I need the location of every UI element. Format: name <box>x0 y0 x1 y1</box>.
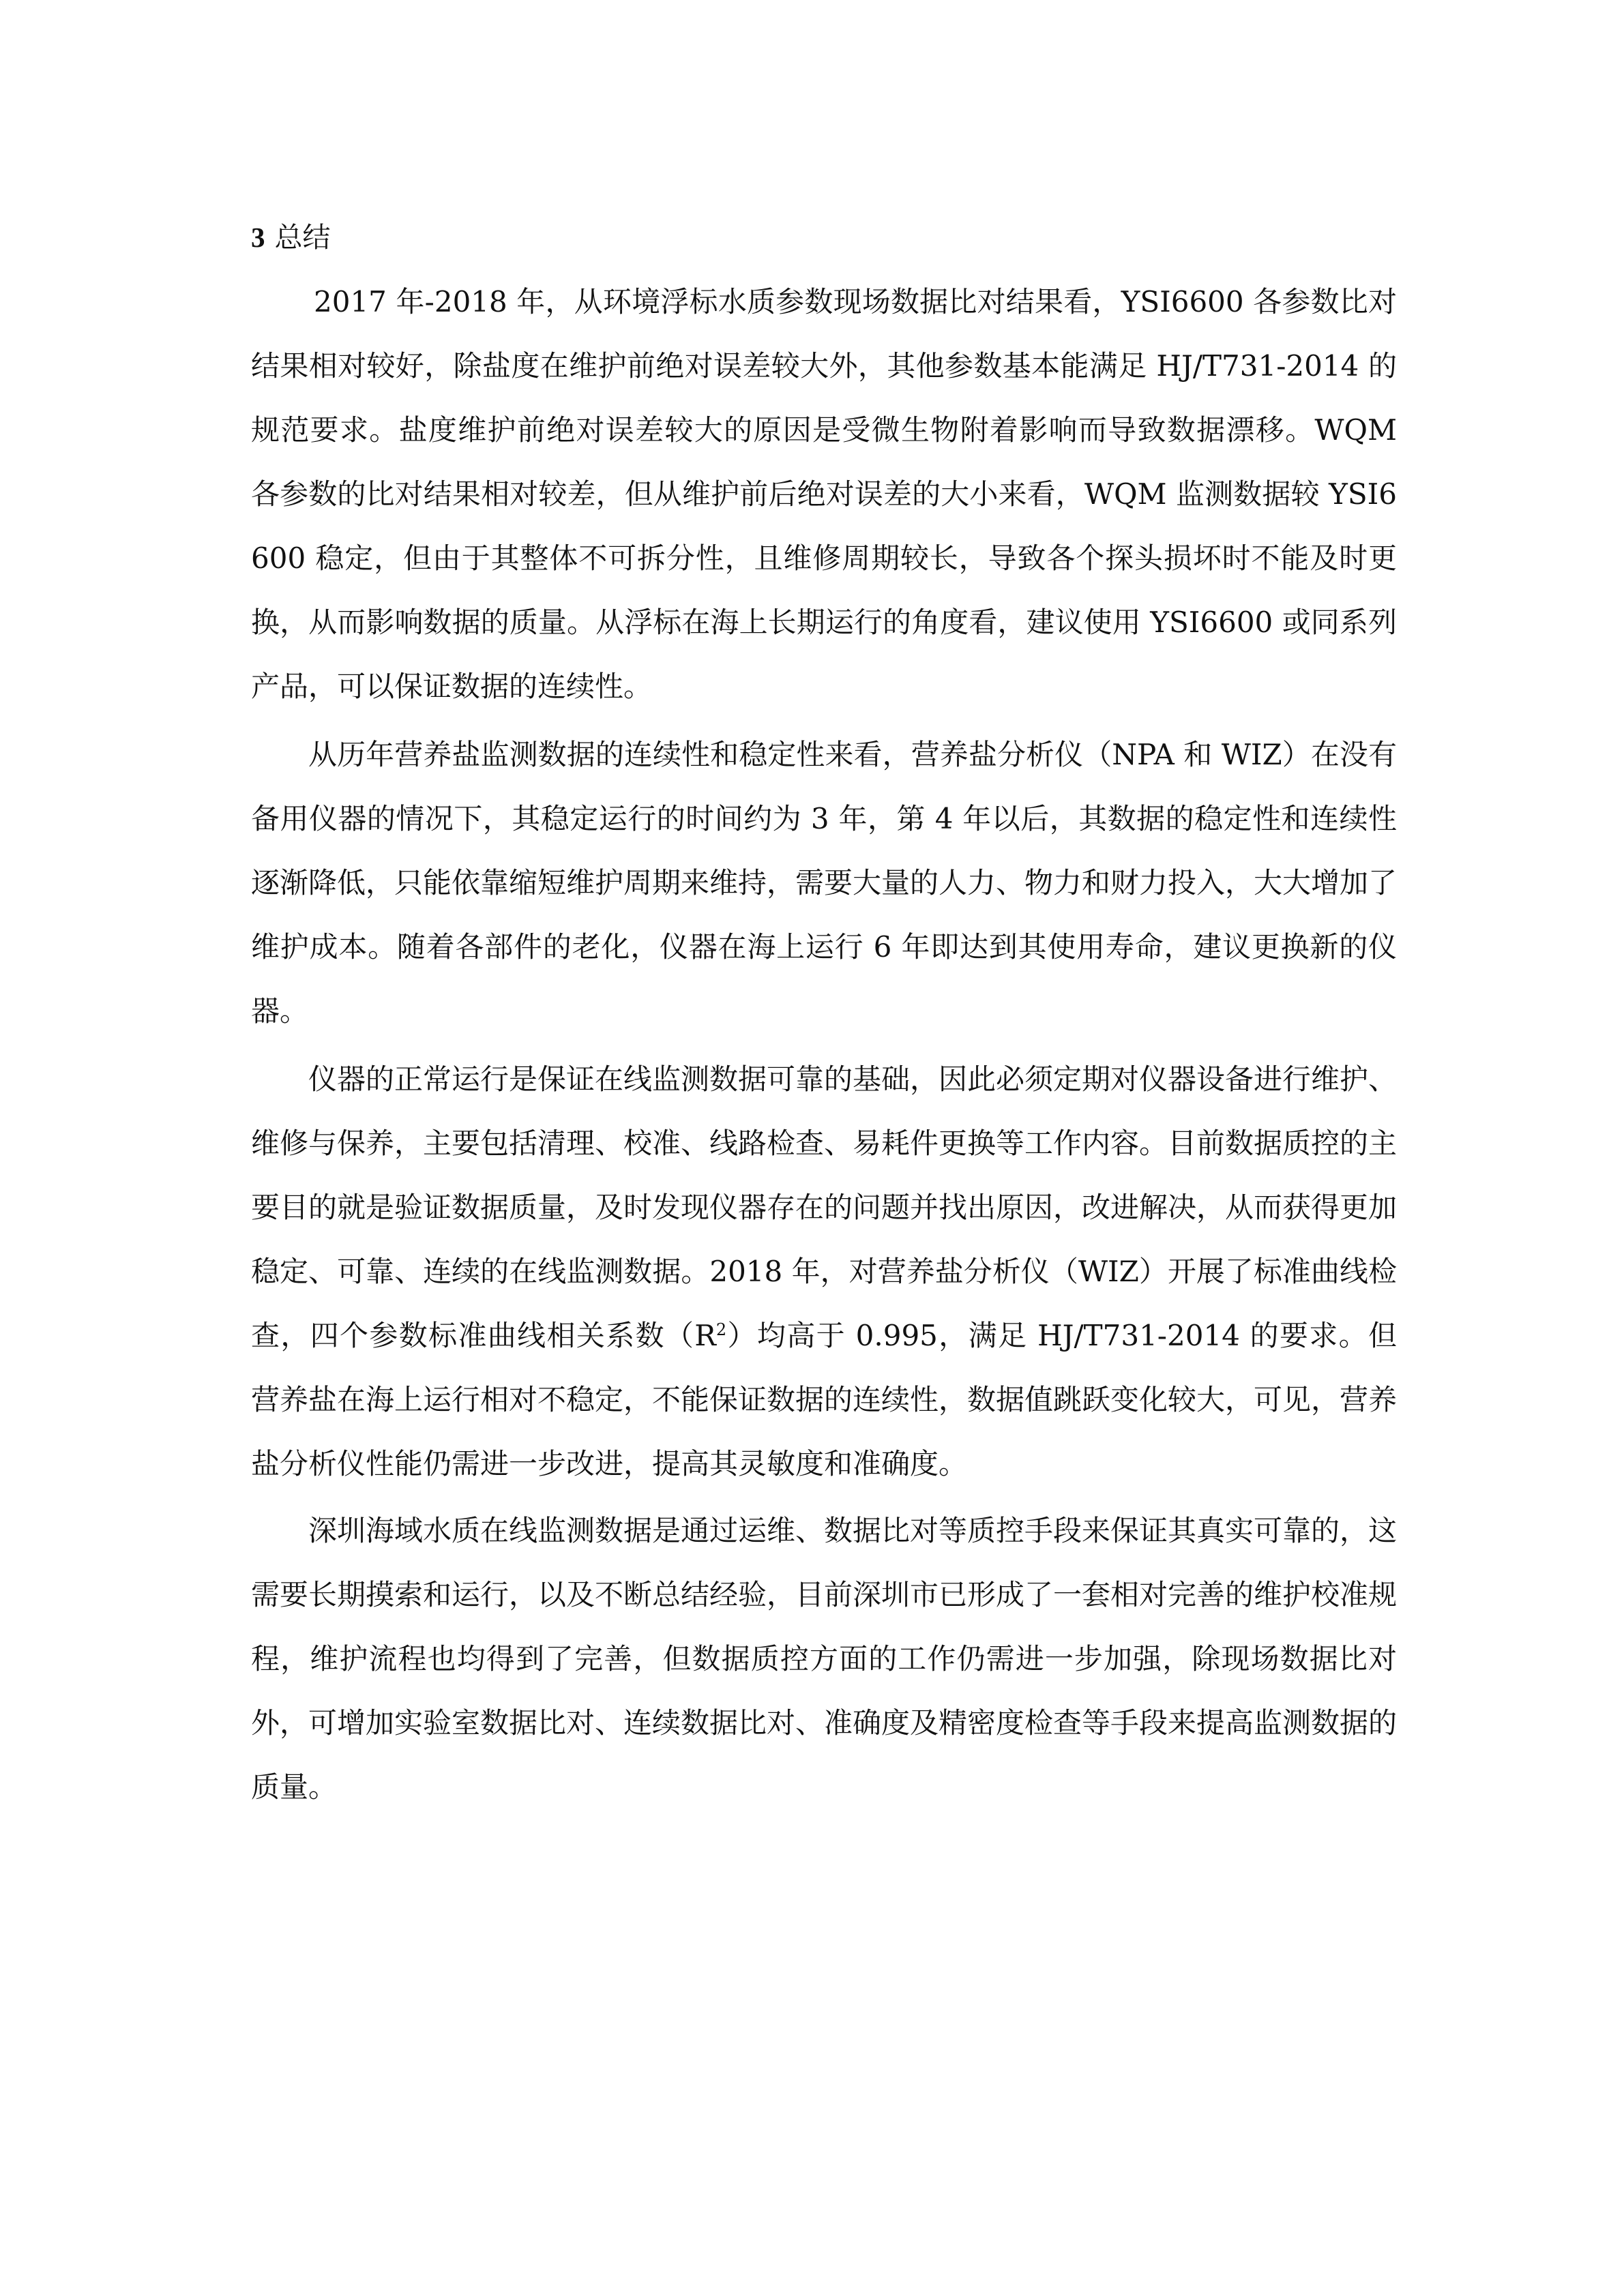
paragraph-instrument-maintenance <box>251 1047 1397 1496</box>
document-body <box>251 205 1397 1819</box>
paragraph-buoy-comparison: 2017 年-2018 年，从环境浮标水质参数现场数据比对结果看，YSI6600 各参数比对结果相对较好，除盐度在维护前绝对误差较大外，其他参数基本能满足 HJ/T731-2014 的规范要求。盐度维护前绝对误差较大的原因是受微生物附着影响而导致数据漂移。WQM 各参数的比对结果相对较差，但从维护前后绝对误差的大小来看，WQM 监测数据较 YSI6600 稳定，但由于其整体不可拆分性，且维修周期较长，导致各个探头损坏时不能及时更换，从而影响数据的质量。从浮标在海上长期运行的角度看，建议使用 YSI6600 或同系列产品，可以保证数据的连续性。 <box>251 285 1397 703</box>
paragraph-nutrient-analyzer: 从历年营养盐监测数据的连续性和稳定性来看，营养盐分析仪（NPA 和 WIZ）在没有备用仪器的情况下，其稳定运行的时间约为 3 年，第 4 年以后，其数据的稳定性和连续性逐渐降低，只能依靠缩短维护周期来维持，需要大量的人力、物力和财力投入，大大增加了维护成本。随着各部件的老化，仪器在海上运行 6 年即达到其使用寿命，建议更换新的仪器。 <box>251 738 1398 1028</box>
section-heading <box>251 205 1397 270</box>
superscript-2: 2 <box>715 1320 727 1339</box>
section-number: 3 <box>251 222 265 253</box>
section-title: 总结 <box>274 221 331 254</box>
paragraph-shenzhen-qc: 深圳海域水质在线监测数据是通过运维、数据比对等质控手段来保证其真实可靠的，这需要长期摸索和运行，以及不断总结经验，目前深圳市已形成了一套相对完善的维护校准规程，维护流程也均得到了完善，但数据质控方面的工作仍需进一步加强，除现场数据比对外，可增加实验室数据比对、连续数据比对、准确度及精密度检查等手段来提高监测数据的质量。 <box>251 1514 1398 1804</box>
paragraph-text-before-sup: 仪器的正常运行是保证在线监测数据可靠的基础，因此必须定期对仪器设备进行维护、维修与保养，主要包括清理、校准、线路检查、易耗件更换等工作内容。目前数据质控的主要目的就是验证数据质量，及时发现仪器存在的问题并找出原因，改进解决，从而获得更加稳定、可靠、连续的在线监测数据。2018 年，对营养盐分析仪（WIZ）开展了标准曲线检查，四个参数标准曲线相关系数（R <box>251 1062 1398 1352</box>
paragraph-text-after-sup: ）均高于 0.995，满足 HJ/T731-2014 的要求。但营养盐在海上运行相对不稳定，不能保证数据的连续性，数据值跳跃变化较大，可见，营养盐分析仪性能仍需进一步改进，提高其灵敏度和准确度。 <box>251 1319 1398 1480</box>
